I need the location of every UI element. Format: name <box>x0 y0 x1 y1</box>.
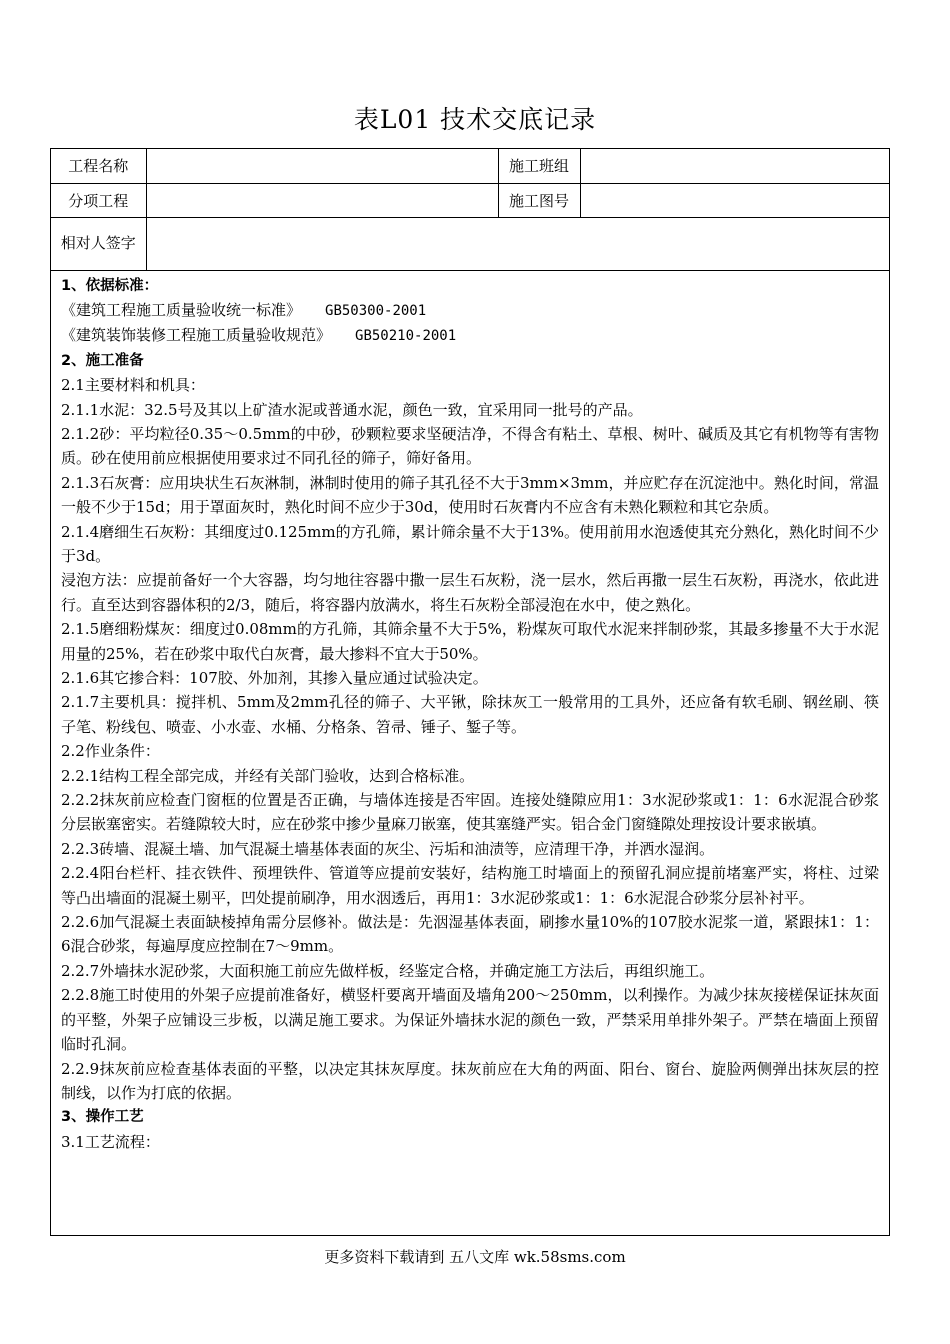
team-label: 施工班组 <box>498 149 580 183</box>
signature-field[interactable] <box>146 217 889 270</box>
section-heading: 1、依据标准： <box>61 277 159 294</box>
record-form <box>50 148 890 1236</box>
paragraph: 2.1.3石灰膏：应用块状生石灰淋制，淋制时使用的筛子其孔径不大于3mm×3mm，并应贮存在沉淀池中。熟化时间，常温一般不少于15d；用于罩面灰时，熟化时间不应少于30d，使用时石灰膏内不应含有未熟化颗粒和其它杂质。 <box>61 473 879 517</box>
team-field[interactable] <box>580 149 889 183</box>
paragraph: 2.1.1水泥：32.5号及其以上矿渣水泥或普通水泥，颜色一致，宜采用同一批号的产品。 <box>61 400 643 419</box>
standard-code: GB50300-2001 <box>325 302 427 319</box>
header-table <box>51 149 889 271</box>
paragraph: 2.2作业条件： <box>61 742 160 761</box>
paragraph: 2.2.7外墙抹水泥砂浆，大面积施工前应先做样板，经鉴定合格，并确定施工方法后，再组织施工。 <box>61 961 715 980</box>
drawing-no-label: 施工图号 <box>498 183 580 217</box>
project-name-field[interactable] <box>146 149 498 183</box>
paragraph: 2.2.2抹灰前应检查门窗框的位置是否正确，与墙体连接是否牢固。连接处缝隙应用1：3水泥砂浆或1：1：6水泥混合砂浆分层嵌塞密实。若缝隙较大时，应在砂浆中掺少量麻刀嵌塞，使其塞缝严实。铝合金门窗缝隙处理按设计要求嵌填。 <box>61 791 879 834</box>
paragraph: 2.1.5磨细粉煤灰：细度过0.08mm的方孔筛，其筛余量不大于5%，粉煤灰可取代水泥来拌制砂浆，其最多掺量不大于水泥用量的25%，若在砂浆中取代白灰膏，最大掺料不宜大于50%。 <box>61 620 879 663</box>
disclosure-content <box>51 271 889 1155</box>
paragraph: 2.2.9抹灰前应检查基体表面的平整，以决定其抹灰厚度。抹灰前应在大角的两面、阳台、窗台、旋脸两侧弹出抹灰层的控制线，以作为打底的依据。 <box>61 1059 879 1102</box>
standard-code: GB50210-2001 <box>355 328 457 345</box>
standard-reference <box>61 298 879 323</box>
paragraph: 2.1.2砂：平均粒径0.35～0.5mm的中砂，砂颗粒要求坚硬洁净，不得含有粘土、草根、树叶、碱质及其它有机物等有害物质。砂在使用前应根据使用要求过不同孔径的筛子，筛好备用。 <box>61 424 879 468</box>
paragraph: 3.1工艺流程： <box>61 1132 160 1151</box>
paragraph: 浸泡方法：应提前备好一个大容器，均匀地往容器中撒一层生石灰粉，浇一层水，然后再撒一层生石灰粉，再浇水，依此进行。直至达到容器体积的2/3，随后，将容器内放满水，将生石灰粉全部浸泡在水中，使之熟化。 <box>61 571 879 614</box>
document-title: 表L01 技术交底记录 <box>353 105 597 134</box>
paragraph: 2.1.4磨细生石灰粉：其细度过0.125mm的方孔筛，累计筛余量不大于13%。使用前用水泡透使其充分熟化，熟化时间不少于3d。 <box>61 522 879 565</box>
standard-title: 《建筑工程施工质量验收统一标准》 <box>61 300 302 319</box>
paragraph: 2.2.6加气混凝土表面缺棱掉角需分层修补。做法是：先洇湿基体表面，刷掺水量10%的107胶水泥浆一道，紧跟抹1：1：6混合砂浆，每遍厚度应控制在7～9mm。 <box>61 913 879 956</box>
footer-note: 更多资料下载请到 五八文库 wk.58sms.com <box>324 1248 626 1266</box>
section-heading: 3、操作工艺 <box>61 1109 144 1126</box>
drawing-no-field[interactable] <box>580 183 889 217</box>
paragraph: 2.2.4阳台栏杆、挂衣铁件、预埋铁件、管道等应提前安装好，结构施工时墙面上的预留孔洞应提前堵塞严实，将柱、过梁等凸出墙面的混凝土剔平，凹处提前刷净，用水洇透后，再用1：3水泥砂浆或1：1：6水泥混合砂浆分层补衬平。 <box>61 864 879 907</box>
sub-item-label: 分项工程 <box>51 183 146 217</box>
project-name-label: 工程名称 <box>51 149 146 183</box>
signature-label: 相对人签字 <box>51 217 146 270</box>
section-heading: 2、施工准备 <box>61 352 144 369</box>
paragraph: 2.2.8施工时使用的外架子应提前准备好，横竖杆要离开墙面及墙角200～250mm，以利操作。为减少抹灰接槎保证抹灰面的平整，外架子应铺设三步板，以满足施工要求。为保证外墙抹水泥的颜色一致，严禁采用单排外架子。严禁在墙面上预留临时孔洞。 <box>61 986 879 1054</box>
standard-reference <box>61 323 879 348</box>
paragraph: 2.1.6其它掺合料：107胶、外加剂，其掺入量应通过试验决定。 <box>61 669 488 687</box>
standard-title: 《建筑装饰装修工程施工质量验收规范》 <box>61 326 332 345</box>
paragraph: 2.2.3砖墙、混凝土墙、加气混凝土墙基体表面的灰尘、污垢和油渍等，应清理干净，并洒水湿润。 <box>61 839 715 858</box>
paragraph: 2.1.7主要机具：搅拌机、5mm及2mm孔径的筛子、大平锹，除抹灰工一般常用的工具外，还应备有软毛刷、钢丝刷、筷子笔、粉线包、喷壶、小水壶、水桶、分格条、笤帚、锤子、錾子等。 <box>61 693 879 736</box>
sub-item-field[interactable] <box>146 183 498 217</box>
paragraph: 2.1主要材料和机具： <box>61 376 205 395</box>
paragraph: 2.2.1结构工程全部完成，并经有关部门验收，达到合格标准。 <box>61 766 475 785</box>
